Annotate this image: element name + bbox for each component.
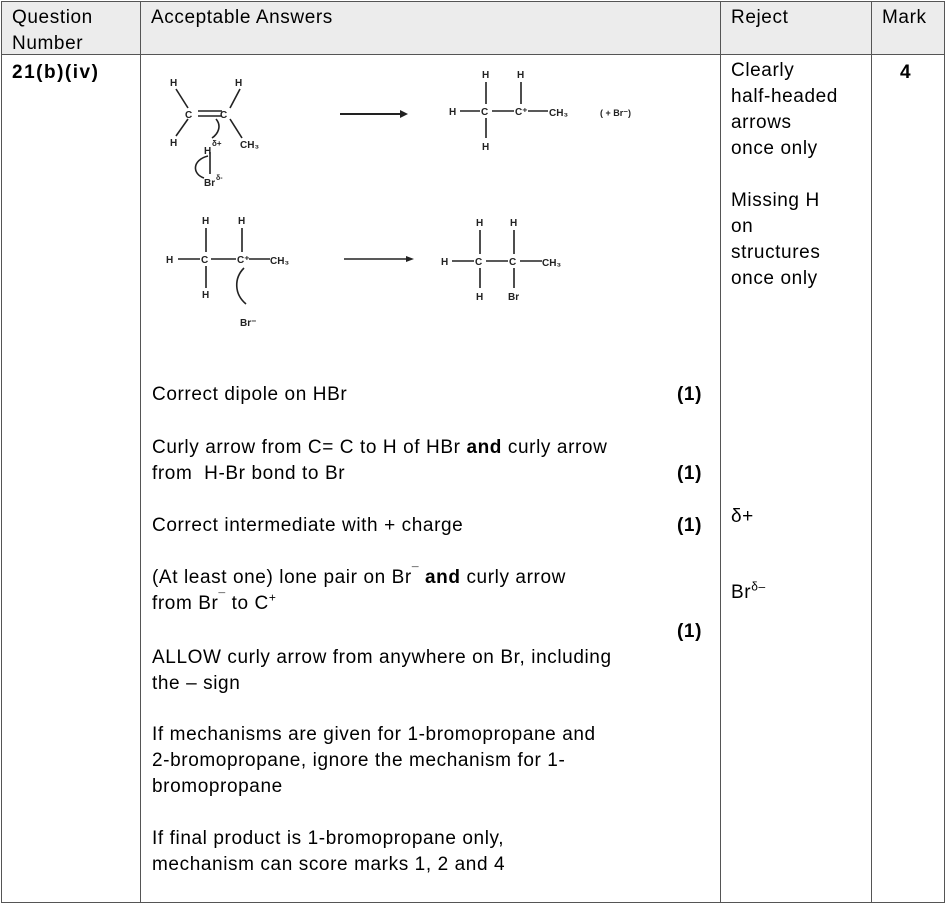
atom-label: C <box>475 257 483 268</box>
reject-text: Clearly <box>731 60 795 81</box>
atom-label: H <box>166 255 174 266</box>
atom-label: CH₃ <box>542 258 562 269</box>
column-divider <box>140 2 141 902</box>
answer-text: Curly arrow from C= C to H of HBr <box>152 437 467 458</box>
question-number: 21(b)(iv) <box>12 62 100 83</box>
atom-label: H <box>510 218 518 229</box>
answer-points: (1) <box>676 515 702 536</box>
answer-note <box>152 722 712 800</box>
superscript: + <box>268 590 277 605</box>
reject-text: Missing H <box>731 190 820 211</box>
reject-text: once only <box>731 138 818 159</box>
superscript: δ– <box>751 579 766 594</box>
mark-value: 4 <box>900 62 912 83</box>
reject-text: half-headed <box>731 86 838 107</box>
answer-text: If mechanisms are given for 1-bromopropane and <box>152 724 596 745</box>
answer-text: from H-Br bond to Br <box>152 463 346 484</box>
atom-label: H <box>449 107 457 118</box>
superscript: ¯ <box>411 564 420 579</box>
reject-text: Br <box>731 582 752 603</box>
answer-text: Correct intermediate with + charge <box>152 515 464 536</box>
answer-text: to C <box>225 593 269 614</box>
atom-label: C⁺ <box>237 255 250 266</box>
atom-label: H <box>482 70 490 81</box>
reject-item <box>731 188 820 292</box>
atom-label: H <box>517 70 525 81</box>
answer-text: from Br <box>152 593 219 614</box>
answer-points: (1) <box>676 621 702 642</box>
atom-label: CH₃ <box>240 140 260 151</box>
answer-text: Correct dipole on HBr <box>152 384 348 405</box>
reject-item <box>731 58 838 162</box>
atom-label: Br <box>508 292 520 303</box>
atom-label: C⁺ <box>515 107 528 118</box>
atom-label: Br⁻ <box>240 318 257 329</box>
reject-text: structures <box>731 242 821 263</box>
reject-text: once only <box>731 268 818 289</box>
answer-point <box>152 564 702 642</box>
atom-label: H <box>202 216 210 227</box>
atom-label: C <box>509 257 517 268</box>
answer-note <box>152 826 712 878</box>
step1-reactant <box>176 89 242 178</box>
atom-label: H <box>441 257 449 268</box>
header-mark: Mark <box>882 7 927 28</box>
answer-text: curly arrow <box>460 567 566 588</box>
answer-text: curly arrow <box>502 437 608 458</box>
answer-text: 2-bromopropane, ignore the mechanism for 1- <box>152 750 566 771</box>
atom-label: H <box>476 218 484 229</box>
answer-text: the – sign <box>152 673 241 694</box>
answer-text: ALLOW curly arrow from anywhere on Br, including <box>152 647 612 668</box>
atom-label: CH₃ <box>270 256 290 267</box>
answer-text: (At least one) lone pair on Br <box>152 567 412 588</box>
byproduct-label: ( + Br⁻) <box>600 108 632 118</box>
answer-text: bromopropane <box>152 776 283 797</box>
mechanism-diagram <box>152 64 672 344</box>
atom-label: CH₃ <box>549 108 569 119</box>
atom-label: H <box>476 292 484 303</box>
atom-label: H <box>204 146 212 157</box>
reject-item <box>731 580 766 606</box>
header-question-number: Question Number <box>12 7 93 54</box>
answer-note <box>152 645 712 697</box>
step2-reactant <box>178 228 270 304</box>
step1-product <box>460 82 548 138</box>
header-reject: Reject <box>731 7 789 28</box>
mark-scheme-table <box>1 1 945 903</box>
atom-label: H <box>170 78 178 89</box>
atom-label: C <box>220 110 228 121</box>
answer-point <box>152 513 702 539</box>
answer-point <box>152 435 702 487</box>
header-acceptable-answers: Acceptable Answers <box>151 7 333 28</box>
table-header-row <box>2 2 944 55</box>
column-divider <box>720 2 721 902</box>
atom-label: H <box>202 290 210 301</box>
atom-label: Br <box>204 178 216 189</box>
atom-label: C <box>481 107 489 118</box>
column-divider <box>871 2 872 902</box>
reaction-arrow <box>340 110 408 118</box>
atom-label: C <box>201 255 209 266</box>
atom-label: H <box>170 138 178 149</box>
reject-text: on <box>731 216 754 237</box>
atom-label: C <box>185 110 193 121</box>
reject-item: δ+ <box>731 506 754 527</box>
answer-text: mechanism can score marks 1, 2 and 4 <box>152 854 506 875</box>
answer-point <box>152 382 702 408</box>
step2-product <box>452 230 542 288</box>
answer-points: (1) <box>676 384 702 405</box>
answer-text: If final product is 1-bromopropane only, <box>152 828 505 849</box>
reject-text: arrows <box>731 112 792 133</box>
atom-label: H <box>482 142 490 153</box>
atom-label: H <box>235 78 243 89</box>
answer-points: (1) <box>676 463 702 484</box>
answer-bold: and <box>419 567 461 588</box>
answer-bold: and <box>466 437 503 458</box>
atom-label: H <box>238 216 246 227</box>
superscript: ¯ <box>218 590 226 605</box>
dipole-label: δ+ <box>212 139 222 148</box>
reaction-arrow <box>344 256 414 262</box>
dipole-label: δ- <box>216 175 223 182</box>
